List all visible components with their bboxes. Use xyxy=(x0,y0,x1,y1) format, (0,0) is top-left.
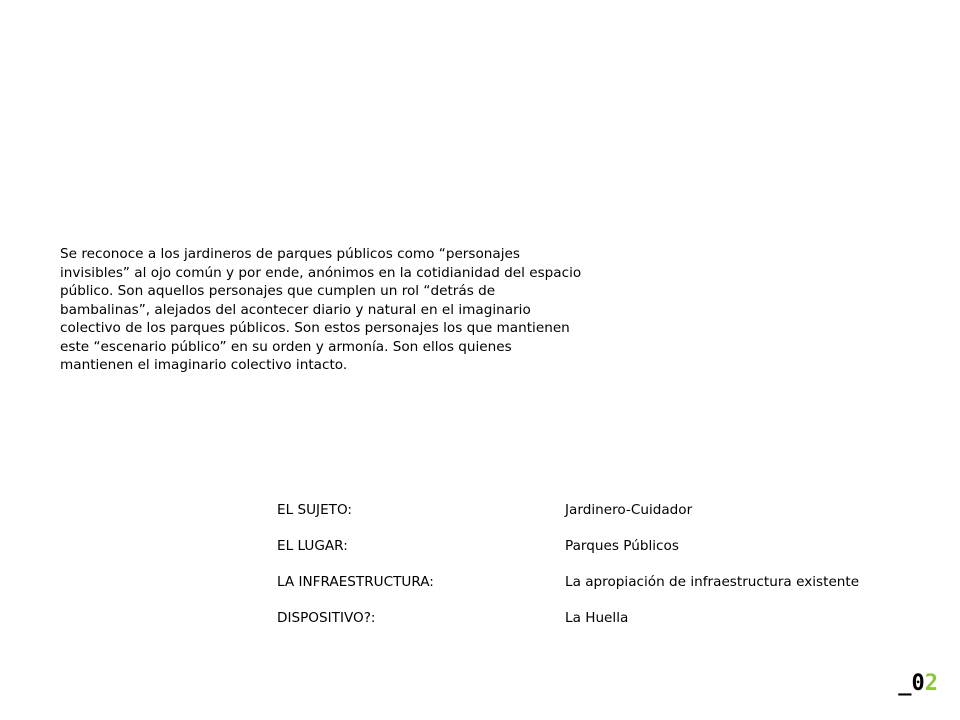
intro-line: bambalinas”, alejados del acontecer diario y natural en el imaginario xyxy=(60,301,531,318)
fact-label: EL LUGAR: xyxy=(277,538,348,554)
fact-label: LA INFRAESTRUCTURA: xyxy=(277,574,434,590)
page-number xyxy=(898,671,938,697)
fact-row-dispositivo xyxy=(277,609,917,627)
intro-line: colectivo de los parques públicos. Son estos personajes los que mantienen xyxy=(60,320,570,336)
fact-row-infraestructura xyxy=(277,573,917,591)
intro-line: este “escenario público” en su orden y armonía. Son ellos quienes xyxy=(60,338,512,355)
fact-row-lugar xyxy=(277,537,917,555)
facts-table xyxy=(277,501,917,645)
intro-line: mantienen el imaginario colectivo intacto. xyxy=(60,357,348,373)
page-number-prefix: _0 xyxy=(898,671,925,696)
page-number-digit: 2 xyxy=(924,671,938,696)
fact-row-sujeto xyxy=(277,501,917,519)
fact-value: Parques Públicos xyxy=(565,538,679,554)
fact-value: La Huella xyxy=(565,610,629,626)
intro-paragraph xyxy=(60,245,635,375)
intro-line: invisibles” al ojo común y por ende, anónimos en la cotidianidad del espacio xyxy=(60,264,582,281)
fact-label: DISPOSITIVO?: xyxy=(277,610,376,626)
intro-line: Se reconoce a los jardineros de parques públicos como “personajes xyxy=(60,246,520,262)
intro-line: público. Son aquellos personajes que cumplen un rol “detrás de xyxy=(60,283,496,299)
fact-value: Jardinero-Cuidador xyxy=(565,502,693,518)
fact-value: La apropiación de infraestructura existente xyxy=(565,574,860,590)
fact-label: EL SUJETO: xyxy=(277,502,353,518)
